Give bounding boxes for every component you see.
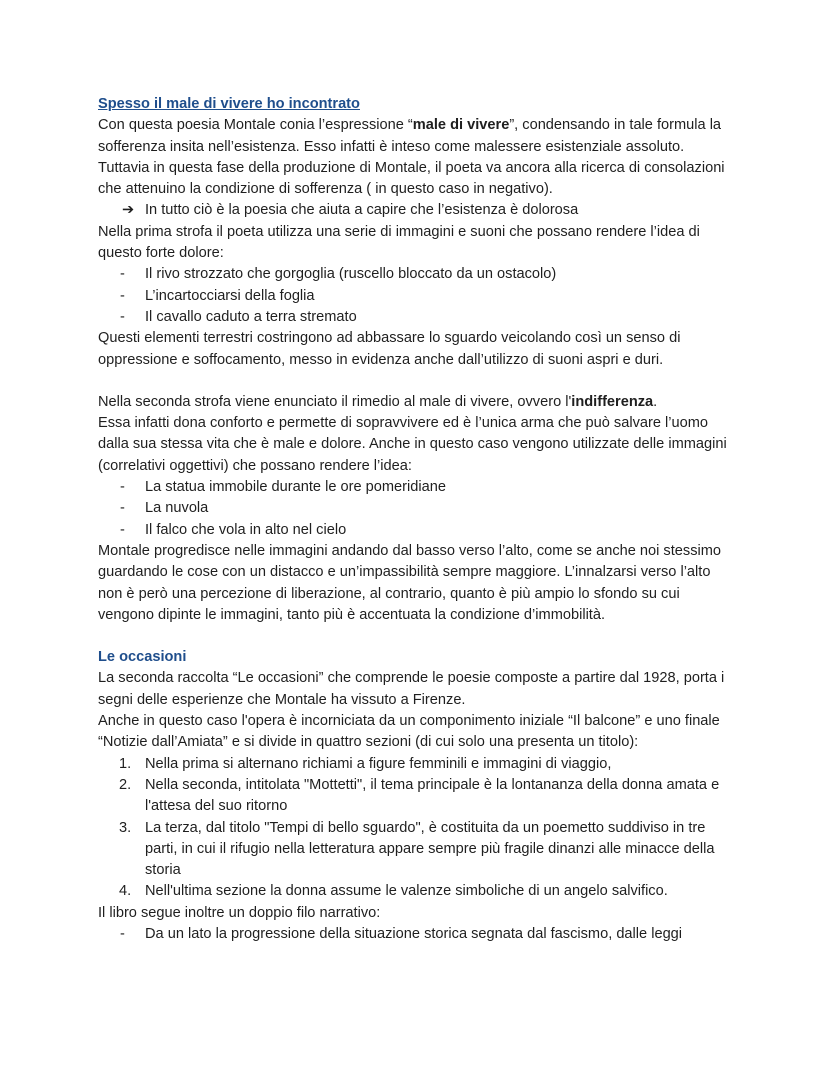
dash-marker: - xyxy=(120,925,125,942)
list-item-text: Il rivo strozzato che gorgoglia (ruscello bloccato da un ostacolo) xyxy=(145,266,557,283)
list-item xyxy=(98,520,738,541)
dash-marker: - xyxy=(120,287,125,304)
list-item xyxy=(98,286,738,307)
paragraph-comfort: Essa infatti dona conforto e permette di sopravvivere ed è l’unica arma che può salvare l’uomo dalla sua stessa vita che è male e dolore. Anche in questo caso vengono utilizzate delle immagini (correlativi oggettivi) che possano rendere l’idea: xyxy=(98,415,727,474)
numbered-item-text: Nella prima si alternano richiami a figure femminili e immagini di viaggio, xyxy=(145,755,612,772)
paragraph-first-stanza: Nella prima strofa il poeta utilizza una serie di immagini e suoni che possano rendere l’idea di questo forte dolore: xyxy=(98,223,700,262)
list-item-text: Il cavallo caduto a terra stremato xyxy=(145,308,357,325)
numbered-list-sections xyxy=(98,754,738,903)
dash-marker: - xyxy=(120,521,125,538)
item-number: 3. xyxy=(119,819,132,836)
numbered-item-text: Nell'ultima sezione la donna assume le valenze simboliche di un angelo salvifico. xyxy=(145,883,668,900)
item-number: 1. xyxy=(119,755,132,772)
list-item-text: L’incartocciarsi della foglia xyxy=(145,287,315,304)
dash-marker: - xyxy=(120,500,125,517)
section-heading-le-occasioni: Le occasioni xyxy=(98,649,187,666)
numbered-item xyxy=(98,818,738,882)
bold-term-indifferenza: indifferenza xyxy=(571,393,654,410)
list-item-text: Da un lato la progressione della situazione storica segnata dal fascismo, dalle leggi xyxy=(145,925,683,942)
paragraph-structure: Anche in questo caso l'opera è incorniciata da un componimento iniziale “Il balcone” e uno finale “Notizie dall’Amiata” e si divide in quattro sezioni (di cui solo una presenta un titolo): xyxy=(98,713,720,751)
arrow-bullet-text: In tutto ciò è la poesia che aiuta a capire che l’esistenza è dolorosa xyxy=(145,202,579,219)
paragraph-intro xyxy=(98,115,738,200)
paragraph-terrestrial-elements: Questi elementi terrestri costringono ad abbassare lo sguardo veicolando così un senso di oppressione e soffocamento, messo in evidenza anche dall’utilizzo di suoni aspri e duri. xyxy=(98,330,681,368)
numbered-item xyxy=(98,775,738,818)
dash-list-second-stanza xyxy=(98,477,738,541)
arrow-bullet-item xyxy=(98,200,738,221)
item-number: 4. xyxy=(119,883,132,900)
list-item xyxy=(98,924,738,945)
second-stanza-text-b: . xyxy=(653,393,658,410)
dash-list-first-stanza xyxy=(98,264,738,328)
document-page xyxy=(98,94,738,945)
list-item xyxy=(98,307,738,328)
item-number: 2. xyxy=(119,776,132,793)
arrow-icon: ➔ xyxy=(122,202,135,219)
paragraph-spacer xyxy=(98,626,738,647)
list-item xyxy=(98,498,738,519)
paragraph-second-collection: La seconda raccolta “Le occasioni” che comprende le poesie composte a partire dal 1928, porta i segni delle esperienze che Montale ha vissuto a Firenze. xyxy=(98,670,725,708)
dash-marker: - xyxy=(120,308,125,325)
dash-marker: - xyxy=(120,479,125,496)
list-item xyxy=(98,264,738,285)
numbered-item xyxy=(98,881,738,902)
numbered-item-text: La terza, dal titolo "Tempi di bello sguardo", è costituita da un poemetto suddiviso in tre parti, in cui il rifugio nella letteratura appare sempre più fragile dinanzi alle minacce della storia xyxy=(145,819,715,879)
list-item-text: Il falco che vola in alto nel cielo xyxy=(145,521,347,538)
second-stanza-text-a: Nella seconda strofa viene enunciato il rimedio al male di vivere, ovvero l' xyxy=(98,393,572,410)
bold-term-male-di-vivere: male di vivere xyxy=(412,117,510,134)
intro-text-b: ”, condensando in tale formula la sofferenza insita nell’esistenza. Esso infatti è inteso come malessere esistenziale assoluto. Tuttavia in questa fase della produzione di Montale, il poeta va ancora alla ricerca di consolazioni che attenuino la condizione di sofferenza ( in questo caso in negativo). xyxy=(98,117,725,198)
paragraph-progression: Montale progredisce nelle immagini andando dal basso verso l’alto, come se anche noi stessimo guardando le cose con un distacco e un’impassibilità sempre maggiore. L’innalzarsi verso l’alto non è però una percezione di liberazione, al contrario, quanto è più ampio lo sfondo su cui vengono dipinte le immagini, tanto più è accentuata la condizione d’immobilità. xyxy=(98,542,722,623)
paragraph-narrative-thread: Il libro segue inoltre un doppio filo narrativo: xyxy=(98,904,381,921)
dash-list-narrative xyxy=(98,924,738,945)
list-item xyxy=(98,477,738,498)
intro-text-a: Con questa poesia Montale conia l’espressione “ xyxy=(98,117,413,134)
paragraph-spacer xyxy=(98,371,738,392)
list-item-text: La nuvola xyxy=(145,500,209,517)
dash-marker: - xyxy=(120,266,125,283)
numbered-item-text: Nella seconda, intitolata "Mottetti", il tema principale è la lontananza della donna amata e l'attesa del suo ritorno xyxy=(145,776,720,815)
list-item-text: La statua immobile durante le ore pomeridiane xyxy=(145,479,446,496)
paragraph-second-stanza xyxy=(98,392,738,413)
numbered-item xyxy=(98,754,738,775)
section-heading-male-di-vivere: Spesso il male di vivere ho incontrato xyxy=(98,96,360,112)
